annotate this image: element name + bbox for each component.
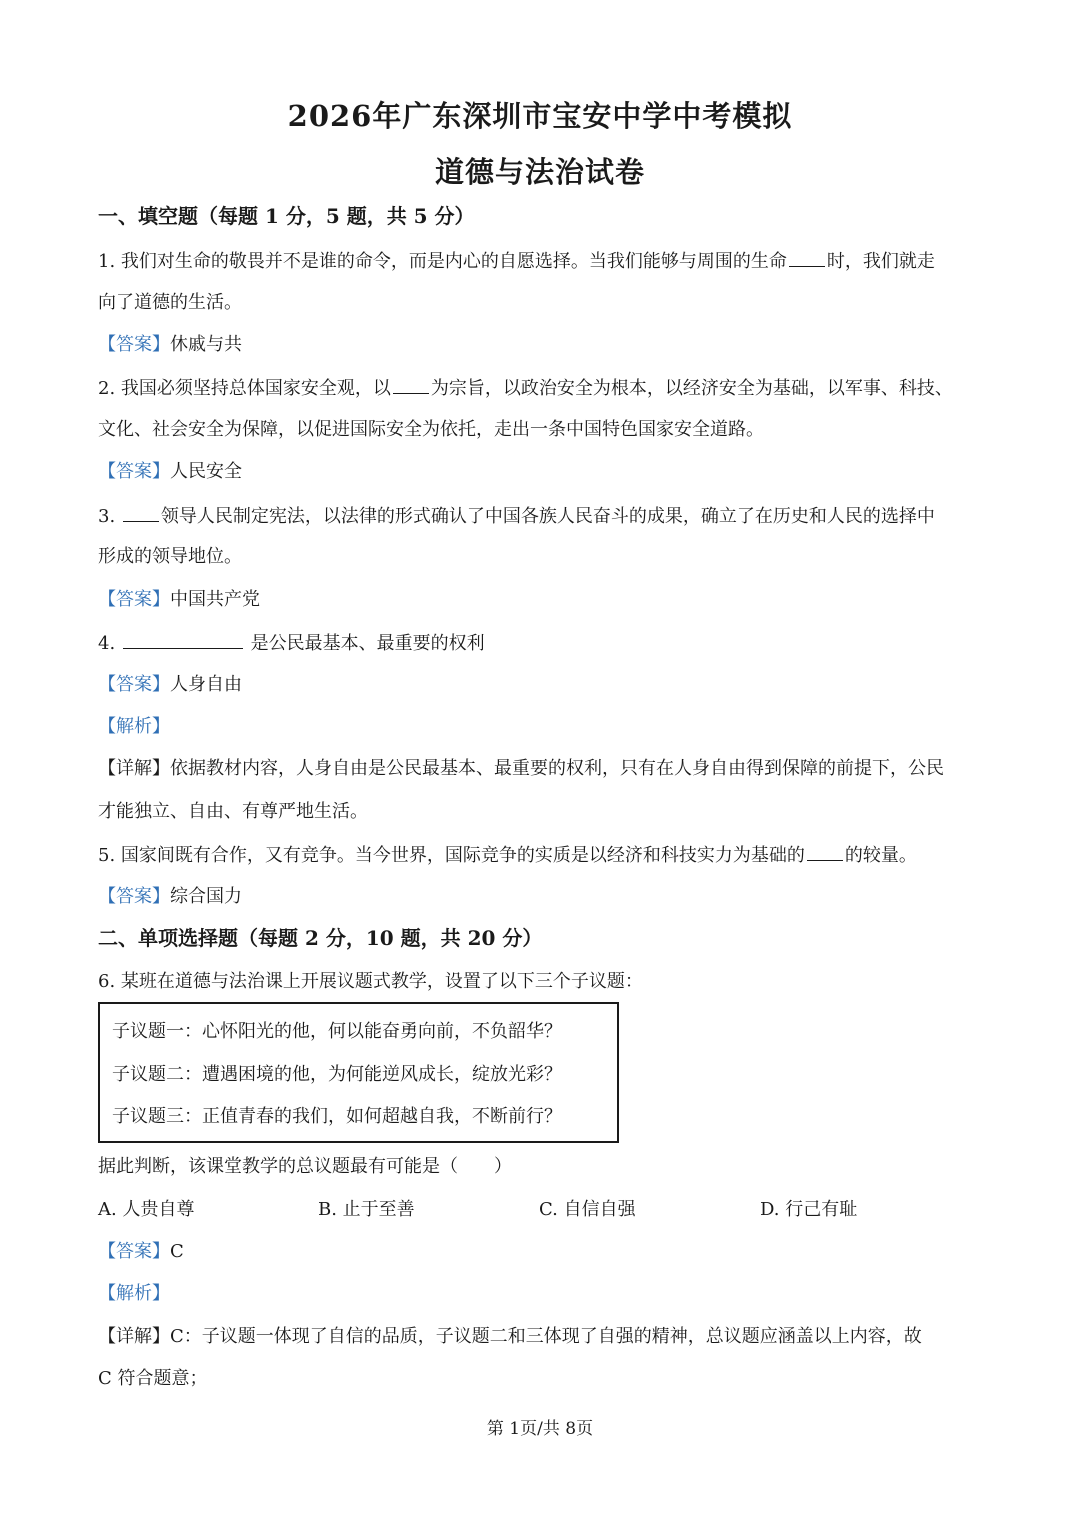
question-2-text-b: 为宗旨，以政治安全为根本，以经济安全为基础，以军事、科技、 [430, 378, 953, 399]
exam-subtitle: 道德与法治试卷 [434, 155, 645, 189]
question-2-line-2: 文化、社会安全为保障，以促进国际安全为依托，走出一条中国特色国家安全道路。 [98, 419, 764, 440]
question-2-answer [98, 460, 988, 484]
answer-text: 休戚与共 [170, 334, 242, 355]
section-1-heading: 一、填空题（每题 1 分，5 题，共 5 分） [98, 204, 475, 228]
section-2-heading: 二、单项选择题（每题 2 分，10 题，共 20 分） [98, 926, 543, 950]
detail-text: 依据教材内容，人身自由是公民最基本、最重要的权利，只有在人身自由得到保障的前提下，公民 [170, 758, 944, 779]
answer-tag: 【答案】 [98, 674, 170, 695]
question-1-line-1 [98, 248, 988, 274]
exam-title: 2026年广东深圳市宝安中学中考模拟 [287, 99, 793, 133]
question-6-detail-line-1 [98, 1325, 988, 1349]
question-3-line-2: 形成的领导地位。 [98, 546, 242, 567]
question-5-text-b: 的较量。 [844, 845, 917, 866]
question-6-analysis [98, 1282, 988, 1306]
question-2-text-a: 2. 我国必须坚持总体国家安全观，以 [98, 378, 391, 399]
question-6-prompt: 据此判断，该课堂教学的总议题最有可能是（ ） [98, 1156, 512, 1177]
question-5-text-a: 5. 国家间既有合作，又有竞争。当今世界，国际竞争的实质是以经济和科技实力为基础的 [98, 845, 805, 866]
detail-tag: 【详解】 [98, 1326, 170, 1347]
question-3-text-a: 3. [98, 506, 121, 527]
question-3-line-1 [98, 503, 988, 529]
option-c: C. 自信自强 [539, 1199, 636, 1220]
answer-text: 综合国力 [170, 886, 242, 907]
detail-tag: 【详解】 [98, 758, 170, 779]
question-6-stem: 6. 某班在道德与法治课上开展议题式教学，设置了以下三个子议题： [98, 971, 643, 992]
sub-topic-3: 子议题三：正值青春的我们，如何超越自我，不断前行？ [112, 1106, 562, 1127]
fill-blank [789, 248, 825, 267]
question-4-answer [98, 673, 988, 697]
question-1-text-a: 1. 我们对生命的敬畏并不是谁的命令，而是内心的自愿选择。当我们能够与周围的生命 [98, 251, 787, 272]
option-d: D. 行己有耻 [760, 1199, 858, 1220]
question-4-text-a: 4. [98, 633, 121, 654]
question-2-line-1 [98, 375, 988, 401]
analysis-tag: 【解析】 [98, 716, 170, 737]
question-4-line-1 [98, 630, 988, 656]
answer-tag: 【答案】 [98, 1241, 170, 1262]
answer-text: 中国共产党 [170, 589, 260, 610]
answer-tag: 【答案】 [98, 589, 170, 610]
analysis-tag: 【解析】 [98, 1283, 170, 1304]
answer-text: C [170, 1241, 184, 1262]
question-5-line-1 [98, 842, 988, 868]
detail-text: C：子议题一体现了自信的品质，子议题二和三体现了自强的精神，总议题应涵盖以上内容，故 [170, 1326, 922, 1347]
question-3-text-b: 领导人民制定宪法，以法律的形式确认了中国各族人民奋斗的成果，确立了在历史和人民的选择中 [160, 506, 935, 527]
question-3-answer [98, 588, 988, 612]
question-1-text-b: 时，我们就走 [826, 251, 935, 272]
question-4-detail-line-1 [98, 757, 988, 781]
answer-tag: 【答案】 [98, 886, 170, 907]
question-5-answer [98, 885, 988, 909]
fill-blank [123, 630, 243, 649]
answer-tag: 【答案】 [98, 334, 170, 355]
sub-topics-box [98, 1002, 619, 1143]
fill-blank [393, 375, 429, 394]
option-b: B. 止于至善 [318, 1199, 415, 1220]
sub-topic-2: 子议题二：遭遇困境的他，为何能逆风成长，绽放光彩？ [112, 1064, 562, 1085]
sub-topic-1: 子议题一：心怀阳光的他，何以能奋勇向前，不负韶华？ [112, 1021, 562, 1042]
answer-text: 人民安全 [170, 461, 242, 482]
question-4-text-b: 是公民最基本、最重要的权利 [244, 633, 485, 654]
option-a: A. 人贵自尊 [98, 1199, 195, 1220]
question-1-answer [98, 333, 988, 357]
question-1-line-2: 向了道德的生活。 [98, 292, 242, 313]
fill-blank [807, 842, 843, 861]
question-4-detail-line-2: 才能独立、自由、有尊严地生活。 [98, 801, 368, 822]
fill-blank [123, 503, 159, 522]
question-6-answer [98, 1240, 988, 1264]
question-4-analysis [98, 715, 988, 739]
answer-text: 人身自由 [170, 674, 242, 695]
question-6-detail-line-2: C 符合题意； [98, 1368, 208, 1389]
answer-tag: 【答案】 [98, 461, 170, 482]
page-footer: 第 1页/共 8页 [486, 1419, 594, 1439]
